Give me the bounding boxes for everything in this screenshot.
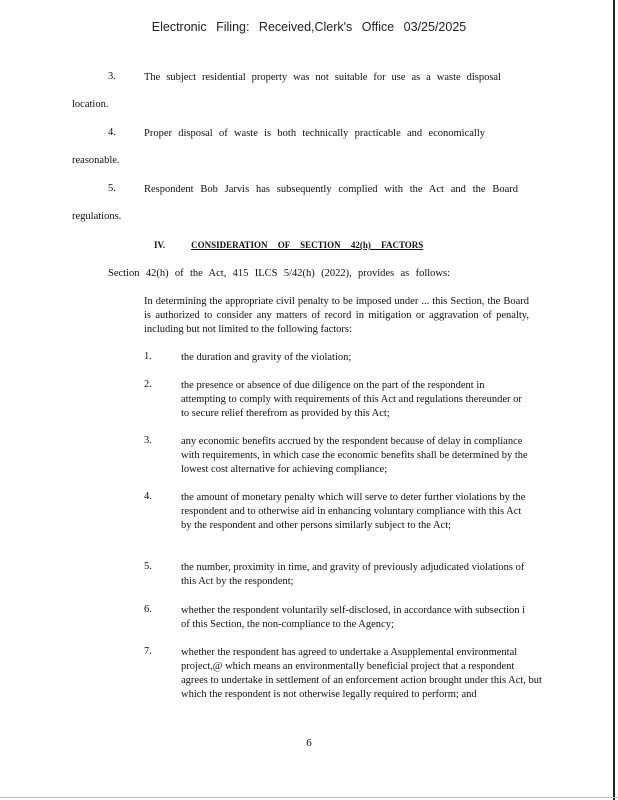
paragraph-continuation: location. <box>72 99 109 110</box>
paragraph-continuation: regulations. <box>72 211 122 222</box>
block-quote: In determining the appropriate civil penalty to be imposed under ... this Section, the Board is authorized to consider any matters of record in mitigation or aggravation of penalty, including but not limited to the following factors: <box>144 296 529 335</box>
section-heading <box>154 240 423 250</box>
filing-stamp-header: Electronic Filing: Received,Clerk's Office 03/25/2025 <box>151 20 467 34</box>
factor-text: any economic benefits accrued by the respondent because of delay in compliance with requirements, in which case the economic benefits shall be determined by the lowest cost alternative for achieving compliance; <box>181 436 528 475</box>
factor-text: the duration and gravity of the violation; <box>181 352 352 363</box>
paragraph-continuation: reasonable. <box>72 155 120 166</box>
factor-number: 4. <box>144 491 152 502</box>
paragraph-text: Respondent Bob Jarvis has subsequently complied with the Act and the Board <box>144 184 518 195</box>
page-edge-right <box>613 0 615 800</box>
paragraph-number: 3. <box>108 71 116 82</box>
paragraph-text: The subject residential property was not suitable for use as a waste disposal <box>144 72 501 83</box>
section-number: IV. <box>154 240 166 250</box>
section-title: CONSIDERATION OF SECTION 42(h) FACTORS <box>191 240 424 250</box>
page-edge-bottom <box>0 797 618 798</box>
factor-number: 5. <box>144 561 152 572</box>
factor-number: 7. <box>144 646 152 657</box>
factor-number: 1. <box>144 351 152 362</box>
factor-text: whether the respondent has agreed to undertake a Asupplemental environmental project,@ which means an environmentally beneficial project that a respondent agrees to undertake in settlement of an enforcement action brought under this Act, but which the respondent is not otherwise legally required to perform; and <box>181 647 542 700</box>
factor-number: 6. <box>144 604 152 615</box>
factor-text: the amount of monetary penalty which will serve to deter further violations by the respondent and to otherwise aid in enhancing voluntary compliance with this Act by the respondent and other persons similarly subject to the Act; <box>181 492 526 531</box>
paragraph-text: Proper disposal of waste is both technically practicable and economically <box>144 128 485 139</box>
page-number: 6 <box>306 737 312 749</box>
factor-number: 2. <box>144 379 152 390</box>
factor-text: the number, proximity in time, and gravity of previously adjudicated violations of this Act by the respondent; <box>181 562 525 587</box>
factor-text: whether the respondent voluntarily self-disclosed, in accordance with subsection i of this Section, the non-compliance to the Agency; <box>181 605 526 630</box>
factor-text: the presence or absence of due diligence on the part of the respondent in attempting to comply with requirements of this Act and regulations thereunder or to secure relief therefrom as provided by this Act; <box>181 380 522 419</box>
paragraph-number: 5. <box>108 183 116 194</box>
section-intro: Section 42(h) of the Act, 415 ILCS 5/42(h) (2022), provides as follows: <box>108 268 450 279</box>
factor-number: 3. <box>144 435 152 446</box>
paragraph-number: 4. <box>108 127 116 138</box>
